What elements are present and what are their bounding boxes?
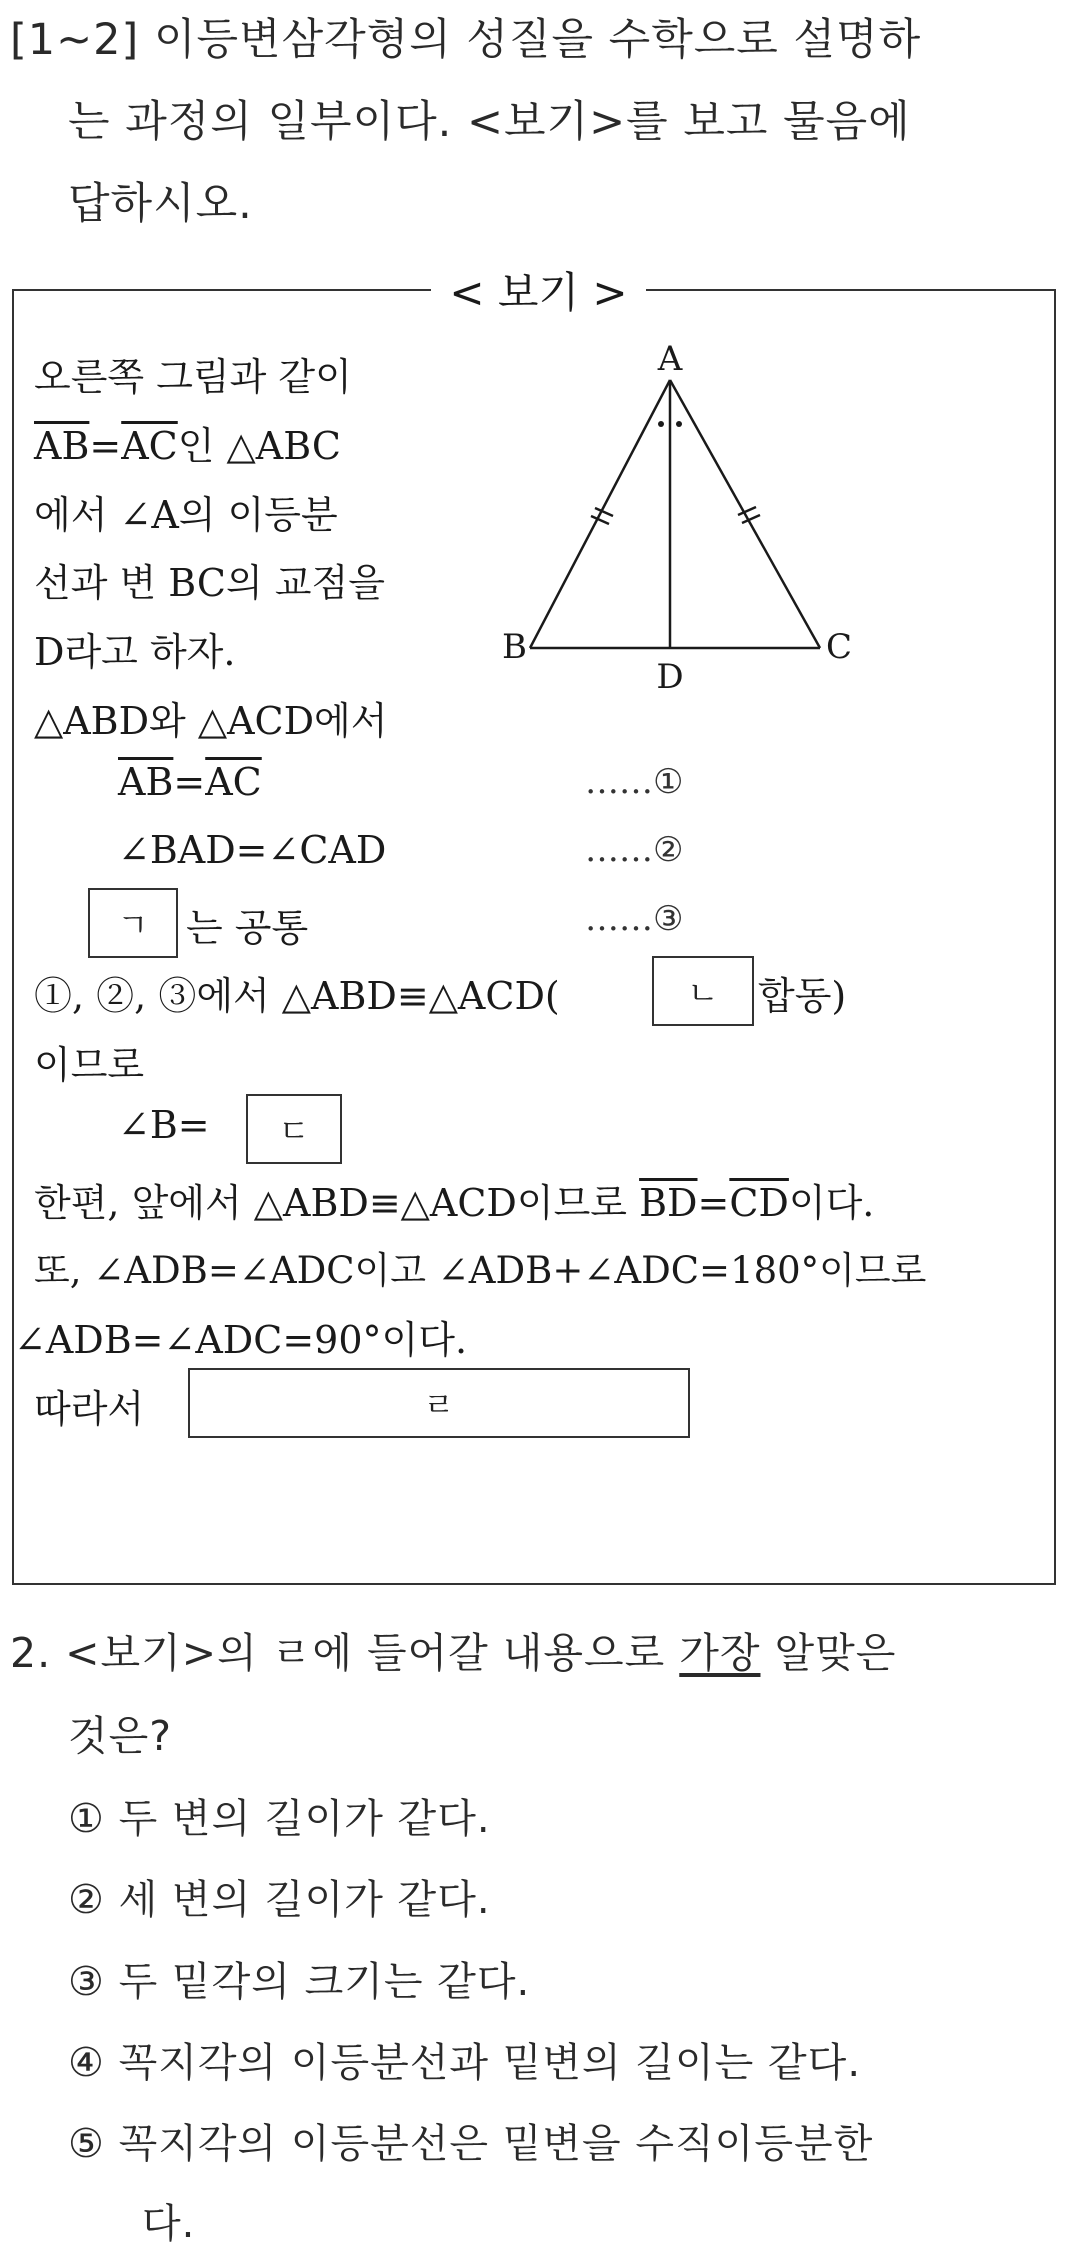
box-line-6: △ABD와 △ACD에서 <box>34 699 388 743</box>
box-line-8: ∠BAD=∠CAD <box>118 828 387 872</box>
box-line-7 <box>118 760 262 804</box>
box-line-10-suffix: 합동) <box>758 974 847 1018</box>
choice-2[interactable]: ② 세 변의 길이가 같다. <box>68 1877 491 1923</box>
choice-5[interactable]: ⑤ 꼭지각의 이등분선은 밑변을 수직이등분한 <box>68 2121 874 2167</box>
tick-mark-ab-1 <box>595 508 613 516</box>
box-line-15: ∠ADB=∠ADC=90°이다. <box>14 1318 468 1362</box>
box-line-16: 따라서 <box>34 1387 145 1431</box>
box-line-13 <box>34 1172 874 1227</box>
segment-ac-2: $\overline{AC}$ <box>205 760 262 804</box>
box-line-9: 는 공통 <box>186 906 309 950</box>
box-line-14: 또, ∠ADB=∠ADC이고 ∠ADB+∠ADC=180°이므로 <box>34 1249 927 1292</box>
intro-line-1: [1~2] 이등변삼각형의 성질을 수학으로 설명하 <box>10 15 922 65</box>
box-line-10-prefix: ①, ②, ③에서 △ABD≡△ACD( <box>34 974 560 1018</box>
question-line-2: 것은? <box>68 1712 172 1760</box>
box-line-1: 오른쪽 그림과 같이 <box>34 355 352 399</box>
equals-sign-3: = <box>697 1181 730 1225</box>
box-line-2-rest: 인 △ABC <box>177 424 341 468</box>
question-prefix: 2. <보기>의 ㄹ에 들어갈 내용으로 <box>10 1629 680 1677</box>
box-line-13-suffix: 이다. <box>788 1181 875 1225</box>
angle-mark-dot-2 <box>676 421 682 427</box>
choice-4[interactable]: ④ 꼭지각의 이등분선과 밑변의 길이는 같다. <box>68 2040 862 2086</box>
blank-digeut: ㄷ <box>246 1094 342 1164</box>
equals-sign: = <box>89 424 122 468</box>
triangle-figure <box>470 340 870 700</box>
blank-nieun: ㄴ <box>652 956 754 1026</box>
vertex-label-b: B <box>502 627 527 667</box>
segment-cd: $\overline{CD}$ <box>729 1181 789 1225</box>
intro-line-2: 는 과정의 일부이다. <보기>를 보고 물음에 <box>68 97 911 147</box>
choice-3[interactable]: ③ 두 밑각의 크기는 같다. <box>68 1959 531 2005</box>
segment-bd: $\overline{BD}$ <box>639 1181 698 1225</box>
vertex-label-a: A <box>657 340 683 379</box>
vertex-label-c: C <box>826 627 853 667</box>
choice-5-continued: 다. <box>142 2201 196 2247</box>
example-box-title-text: < 보기 > <box>431 268 645 317</box>
box-line-13-prefix: 한편, 앞에서 △ABD≡△ACD이므로 <box>34 1181 640 1225</box>
question-suffix: 알맞은 <box>760 1629 897 1677</box>
intro-line-3: 답하시오. <box>68 179 253 229</box>
box-line-12: ∠B= <box>118 1103 210 1147</box>
tick-mark-ab-2 <box>591 516 609 524</box>
box-line-4: 선과 변 BC의 교점을 <box>34 561 385 605</box>
angle-mark-dot-1 <box>658 421 664 427</box>
box-line-2 <box>34 415 341 470</box>
box-line-3: 에서 ∠A의 이등분 <box>34 493 338 537</box>
equals-sign-2: = <box>173 760 206 804</box>
vertex-label-d: D <box>656 657 684 697</box>
condition-marker-2: ……② <box>585 830 684 870</box>
blank-rieul: ㄹ <box>188 1368 690 1438</box>
choice-1[interactable]: ① 두 변의 길이가 같다. <box>68 1796 491 1842</box>
box-line-11: 이므로 <box>34 1043 145 1087</box>
segment-ab-2: $\overline{AB}$ <box>118 760 174 804</box>
tick-mark-ac-2 <box>742 515 760 523</box>
box-line-5: D라고 하자. <box>34 630 236 674</box>
condition-marker-1: ……① <box>585 762 684 802</box>
question-line-1 <box>10 1620 896 1679</box>
blank-giyeok: ㄱ <box>88 888 178 958</box>
segment-ac: $\overline{AC}$ <box>121 424 178 468</box>
condition-marker-3: ……③ <box>585 899 684 939</box>
side-ac <box>670 380 820 648</box>
segment-ab: $\overline{AB}$ <box>34 424 90 468</box>
side-ab <box>530 380 670 648</box>
example-box-title <box>0 260 1077 320</box>
question-emphasis: 가장 <box>679 1629 761 1677</box>
